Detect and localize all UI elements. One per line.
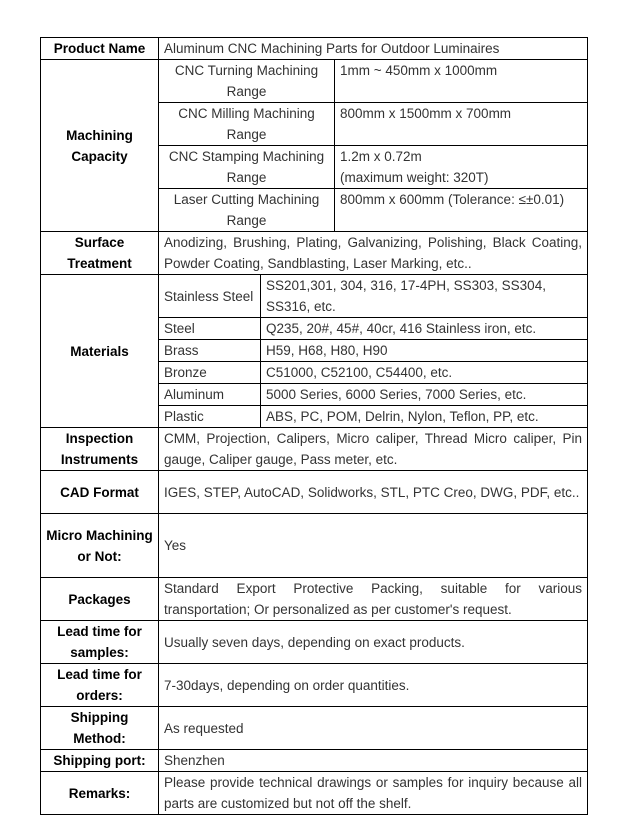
cnc-milling-value: 800mm x 1500mm x 700mm: [335, 103, 588, 146]
row-shipping-port: [41, 750, 588, 772]
packages-label: Packages: [41, 578, 159, 621]
machining-capacity-label: Machining Capacity: [41, 60, 159, 232]
cnc-stamping-value-cell: [335, 146, 588, 189]
lead-time-samples-label: Lead time for samples:: [41, 621, 159, 664]
micro-machining-value: Yes: [159, 514, 588, 578]
row-shipping-method: [41, 707, 588, 750]
material-brass-name: Brass: [159, 340, 261, 362]
material-stainless-value: SS201,301, 304, 316, 17-4PH, SS303, SS304, SS316, etc.: [261, 275, 588, 318]
material-stainless-name: Stainless Steel: [159, 275, 261, 318]
row-lead-time-samples: [41, 621, 588, 664]
laser-cutting-name: Laser Cutting Machining Range: [159, 189, 335, 232]
remarks-value: Please provide technical drawings or samples for inquiry because all parts are customized but not off the shelf.: [159, 772, 588, 815]
product-spec-table: [40, 37, 588, 815]
row-cnc-turning: [41, 60, 588, 103]
laser-cutting-value: 800mm x 600mm (Tolerance: ≤±0.01): [335, 189, 588, 232]
lead-time-orders-value: 7-30days, depending on order quantities.: [159, 664, 588, 707]
row-remarks: [41, 772, 588, 815]
row-material-stainless: [41, 275, 588, 318]
material-steel-value: Q235, 20#, 45#, 40cr, 416 Stainless iron, etc.: [261, 318, 588, 340]
packages-value: Standard Export Protective Packing, suitable for various transportation; Or personalized as per customer's request.: [159, 578, 588, 621]
cnc-milling-name: CNC Milling Machining Range: [159, 103, 335, 146]
lead-time-orders-label: Lead time for orders:: [41, 664, 159, 707]
lead-time-samples-value: Usually seven days, depending on exact products.: [159, 621, 588, 664]
row-lead-time-orders: [41, 664, 588, 707]
surface-treatment-value: Anodizing, Brushing, Plating, Galvanizing, Polishing, Black Coating, Powder Coating, Sandblasting, Laser Marking, etc..: [159, 232, 588, 275]
product-name-value: Aluminum CNC Machining Parts for Outdoor Luminaires: [159, 38, 588, 60]
materials-label: Materials: [41, 275, 159, 428]
material-steel-name: Steel: [159, 318, 261, 340]
micro-machining-label: Micro Machining or Not:: [41, 514, 159, 578]
material-plastic-value: ABS, PC, POM, Delrin, Nylon, Teflon, PP, etc.: [261, 406, 588, 428]
material-bronze-name: Bronze: [159, 362, 261, 384]
row-surface-treatment: [41, 232, 588, 275]
cnc-stamping-value-note: (maximum weight: 320T): [340, 170, 489, 185]
shipping-port-value: Shenzhen: [159, 750, 588, 772]
cnc-stamping-value: 1.2m x 0.72m: [340, 149, 422, 164]
remarks-label: Remarks:: [41, 772, 159, 815]
shipping-method-value: As requested: [159, 707, 588, 750]
row-micro-machining: [41, 514, 588, 578]
row-packages: [41, 578, 588, 621]
cnc-turning-value: 1mm ~ 450mm x 1000mm: [335, 60, 588, 103]
material-plastic-name: Plastic: [159, 406, 261, 428]
material-aluminum-value: 5000 Series, 6000 Series, 7000 Series, etc.: [261, 384, 588, 406]
cnc-stamping-name: CNC Stamping Machining Range: [159, 146, 335, 189]
cad-format-label: CAD Format: [41, 471, 159, 514]
row-inspection-instruments: [41, 428, 588, 471]
cnc-turning-name: CNC Turning Machining Range: [159, 60, 335, 103]
inspection-instruments-label: Inspection Instruments: [41, 428, 159, 471]
material-bronze-value: C51000, C52100, C54400, etc.: [261, 362, 588, 384]
row-cad-format: [41, 471, 588, 514]
shipping-method-label: Shipping Method:: [41, 707, 159, 750]
inspection-instruments-value: CMM, Projection, Calipers, Micro caliper, Thread Micro caliper, Pin gauge, Caliper gauge, Pass meter, etc.: [159, 428, 588, 471]
row-product-name: [41, 38, 588, 60]
material-aluminum-name: Aluminum: [159, 384, 261, 406]
material-brass-value: H59, H68, H80, H90: [261, 340, 588, 362]
product-name-label: Product Name: [41, 38, 159, 60]
cad-format-value: IGES, STEP, AutoCAD, Solidworks, STL, PTC Creo, DWG, PDF, etc..: [159, 471, 588, 514]
shipping-port-label: Shipping port:: [41, 750, 159, 772]
surface-treatment-label: Surface Treatment: [41, 232, 159, 275]
